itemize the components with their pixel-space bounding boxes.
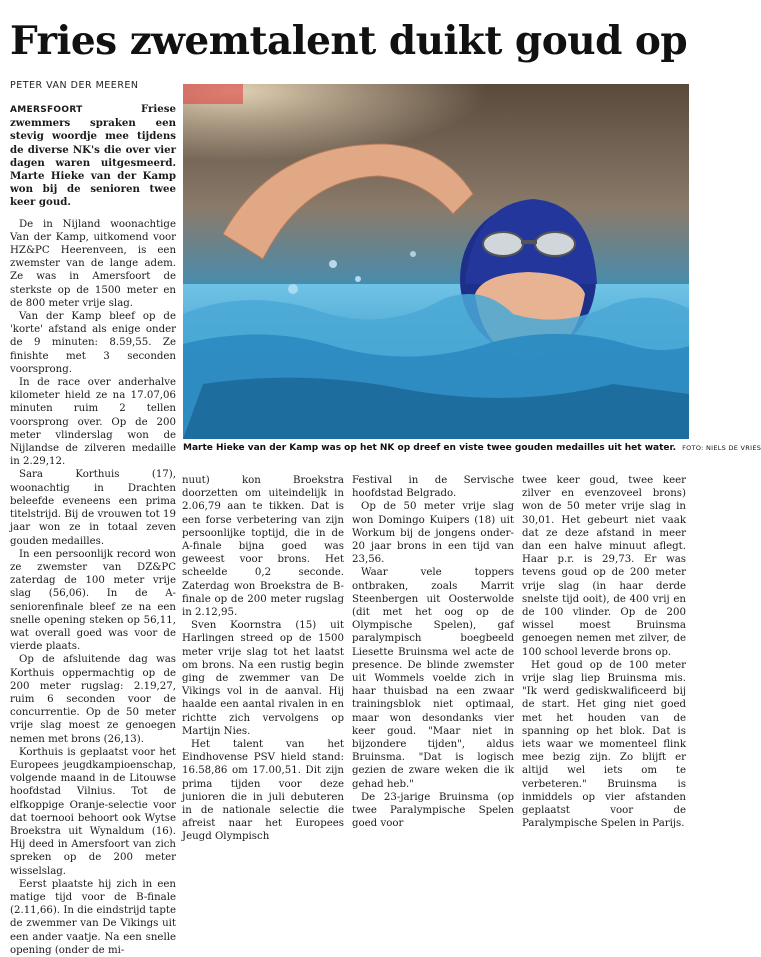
paragraph: Het goud op de 100 meter vrije slag liep Bruinsma mis. "Ik werd gediskwalificeerd bij de start. Het ging niet goed met het houden van de spanning op het blok. Dat is iets waar we momenteel flink mee bezig zijn. Zo blijft er altijd wel iets om te verbeteren." Bruinsma is inmiddels op vier afstanden geplaatst voor de Paralympische Spelen in Parijs. bbox=[522, 659, 686, 830]
byline: PETER VAN DER MEEREN bbox=[10, 80, 139, 91]
lead-paragraph bbox=[10, 103, 176, 210]
paragraph: Festival in de Servische hoofdstad Belgrado. bbox=[352, 475, 514, 500]
dateline: AMERSFOORT bbox=[10, 105, 83, 115]
paragraph: Sven Koornstra (15) uit Harlingen streed op de 1500 meter vrije slag tot het laatst om brons. Na een rustig begin ging de zwemmer van De Vikings vol in de aanval. Hij haalde een aantal rivalen in en richtte zich vervolgens op Martijn Nies. bbox=[182, 620, 344, 737]
article-column-3 bbox=[352, 474, 514, 830]
paragraph: Op de 50 meter vrije slag won Domingo Kuipers (18) uit Workum bij de jongens onder-20 jaar brons in een tijd van 23,56. bbox=[352, 501, 514, 566]
photo-credit: FOTO: NIELS DE VRIES bbox=[682, 444, 761, 452]
paragraph: Korthuis is geplaatst voor het Europees jeugdkampioenschap, volgende maand in de Litouwse hoofdstad Vilnius. Tot de elfkoppige Oranje-selectie voor dat toernooi behoort ook Wytse Broekstra uit Wynaldum (16). Hij deed in Amersfoort van zich spreken op de 200 meter wisselslag. bbox=[10, 746, 176, 877]
swimmer-illustration bbox=[183, 84, 689, 439]
lead-text: Friese zwemmers spraken een stevig woordje mee tijdens de diverse NK's die over vier dagen waren uitgesmeerd. Marte Hieke van der Kamp won bij de senioren twee keer goud. bbox=[10, 103, 176, 209]
swimmer-photo bbox=[183, 84, 689, 439]
paragraph: Het talent van het Eindhovense PSV hield stand: 16.58,86 om 17.00,51. Dit zijn prima tijden voor deze junioren die in juli debuteren in de nationale selectie die afreist naar het Europees Jeugd Olympisch bbox=[182, 739, 344, 843]
paragraph: Sara Korthuis (17), woonachtig in Drachten beleefde eveneens een prima titelstrijd. Bij de vrouwen tot 19 jaar won ze in totaal zeven gouden medailles. bbox=[10, 469, 176, 547]
article-column-2 bbox=[182, 474, 344, 843]
paragraph: twee keer goud, twee keer zilver en evenzoveel brons) won de 50 meter vrije slag in 30,01. Het gebeurt niet vaak dat ze deze afstand in meer dan een halve minuut aflegt. Haar p.r. is 29,73. Er was tevens goud op de 200 meter vrije slag (in haar derde snelste tijd ooit), de 400 vrij en de 100 vlinder. Op de 200 wissel moest Bruinsma genoegen nemen met zilver, de 100 school leverde brons op. bbox=[522, 475, 686, 658]
photo-caption bbox=[183, 443, 761, 453]
paragraph: Van der Kamp bleef op de 'korte' afstand als enige onder de 9 minuten: 8.59,55. Ze finishte met 3 seconden voorsprong. bbox=[10, 311, 176, 375]
article-column-1 bbox=[10, 103, 176, 956]
headline: Fries zwemtalent duikt goud op bbox=[10, 18, 688, 64]
article-column-4 bbox=[522, 474, 686, 830]
paragraph: Eerst plaatste hij zich in een matige tijd voor de B-finale (2.11,66). In die eindstrijd tapte de zwemmer van De Vikings uit een ander vaatje. Na een snelle opening (onder de mi- bbox=[10, 878, 176, 956]
paragraph: De in Nijland woonachtige Van der Kamp, uitkomend voor HZ&PC Heerenveen, is een zwemster van de lange adem. Ze was in Amersfoort de sterkste op de 1500 meter en de 800 meter vrije slag. bbox=[10, 218, 176, 309]
paragraph: nuut) kon Broekstra doorzetten om uiteindelijk in 2.06,79 aan te tikken. Dat is een forse verbetering van zijn persoonlijke toptijd, die in de A-finale bijna goed was geweest voor brons. Het scheelde 0,2 seconde. Zaterdag won Broekstra de B-finale op de 200 meter rugslag in 2.12,95. bbox=[182, 475, 344, 619]
paragraph: Op de afsluitende dag was Korthuis oppermachtig op de 200 meter rugslag: 2.19,27, ruim 6 seconden voor de concurrentie. Op de 50 meter vrije slag moest ze genoegen nemen met brons (26,13). bbox=[10, 654, 176, 745]
paragraph: In de race over anderhalve kilometer hield ze na 17.07,06 minuten ruim 2 tellen voorsprong over. Op de 200 meter vlinderslag won de Nijlandse de zilveren medaille in 2.29,12. bbox=[10, 377, 176, 468]
paragraph: Waar vele toppers ontbraken, zoals Marrit Steenbergen uit Oosterwolde (dit met het oog op de Olympische Spelen), gaf paralympisch boegbeeld Liesette Bruinsma wel acte de presence. De blinde zwemster uit Wommels voelde zich in haar thuisbad na een zwaar trainingsblok niet optimaal, maar won desondanks vier keer goud. "Maar niet in bijzondere tijden", aldus Bruinsma. "Dat is logisch gezien de zware weken die ik gehad heb." bbox=[352, 567, 514, 790]
paragraph: In een persoonlijk record won ze zwemster van DZ&PC zaterdag de 100 meter vrije slag (56,06). In de A-seniorenfinale bleef ze na een snelle opening steken op 56,11, wat overall goed was voor de vierde plaats. bbox=[10, 548, 176, 653]
caption-text: Marte Hieke van der Kamp was op het NK op dreef en viste twee gouden medailles uit het water. bbox=[183, 443, 677, 453]
paragraph: De 23-jarige Bruinsma (op twee Paralympische Spelen goed voor bbox=[352, 791, 514, 830]
